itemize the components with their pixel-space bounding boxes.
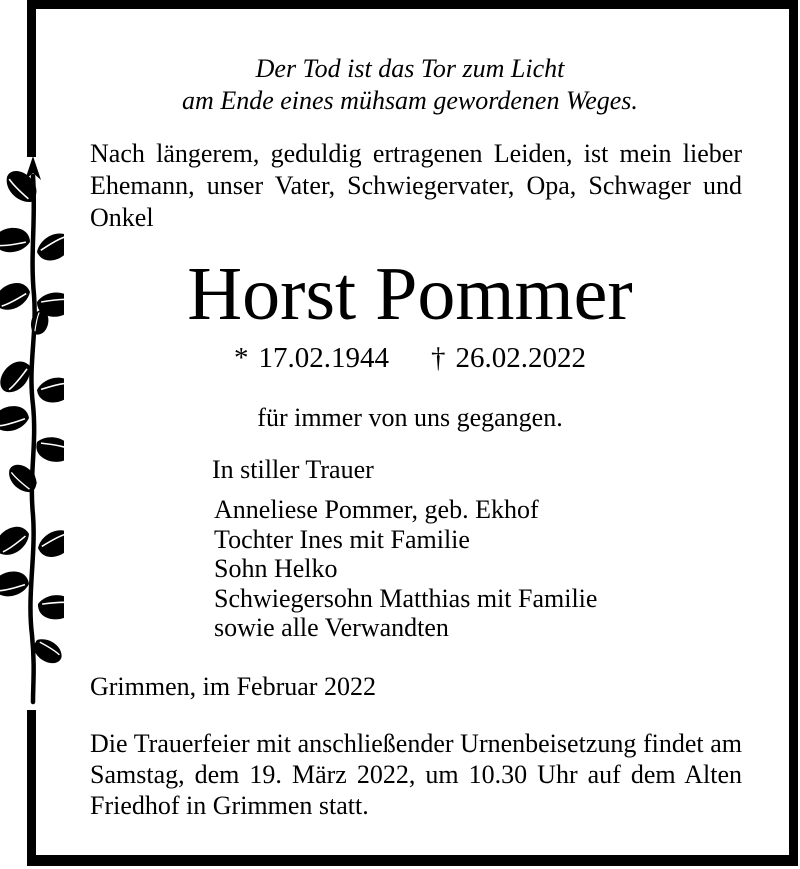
birth-date (234, 344, 389, 373)
farewell-line: für immer von uns gegangen. (257, 403, 563, 432)
frame-border-bottom (27, 855, 798, 866)
epitaph-line-1: Der Tod ist das Tor zum Licht (255, 54, 565, 83)
epitaph-verse (38, 53, 782, 117)
frame-border-left-lower (27, 710, 36, 866)
death-date-value: 26.02.2022 (455, 342, 586, 374)
floral-branch-icon (0, 150, 64, 718)
frame-border-left-upper (27, 0, 36, 157)
life-dates (38, 344, 782, 373)
intro-paragraph: Nach längerem, geduldig ertragenen Leiden, ist mein lieber Ehemann, unser Vater, Schwiegervater, Opa, Schwager und Onkel (90, 139, 742, 232)
mourner-entry: Tochter Ines mit Familie (214, 524, 470, 554)
frame-border-top (27, 0, 798, 9)
funeral-info-paragraph: Die Trauerfeier mit anschließender Urnenbeisetzung findet am Samstag, dem 19. März 2022, um 10.30 Uhr auf dem Alten Friedhof in Grimmen statt. (90, 729, 742, 820)
mourning-heading: In stiller Trauer (212, 455, 374, 484)
death-date (431, 344, 586, 373)
death-cross-symbol: † (431, 342, 446, 374)
epitaph-line-2: am Ende eines mühsam gewordenen Weges. (182, 86, 638, 115)
mourner-entry: Schwiegersohn Matthias mit Familie (214, 583, 598, 613)
mourners-list (214, 495, 754, 643)
mourner-entry: Anneliese Pommer, geb. Ekhof (214, 495, 539, 524)
birth-date-value: 17.02.1944 (258, 342, 389, 374)
place-date-line: Grimmen, im Februar 2022 (90, 672, 376, 701)
deceased-name: Horst Pommer (187, 252, 633, 336)
mourner-entry: sowie alle Verwandten (214, 613, 449, 642)
birth-star-symbol: * (234, 342, 249, 374)
frame-border-right (789, 0, 798, 866)
mourner-entry: Sohn Helko (214, 554, 338, 583)
